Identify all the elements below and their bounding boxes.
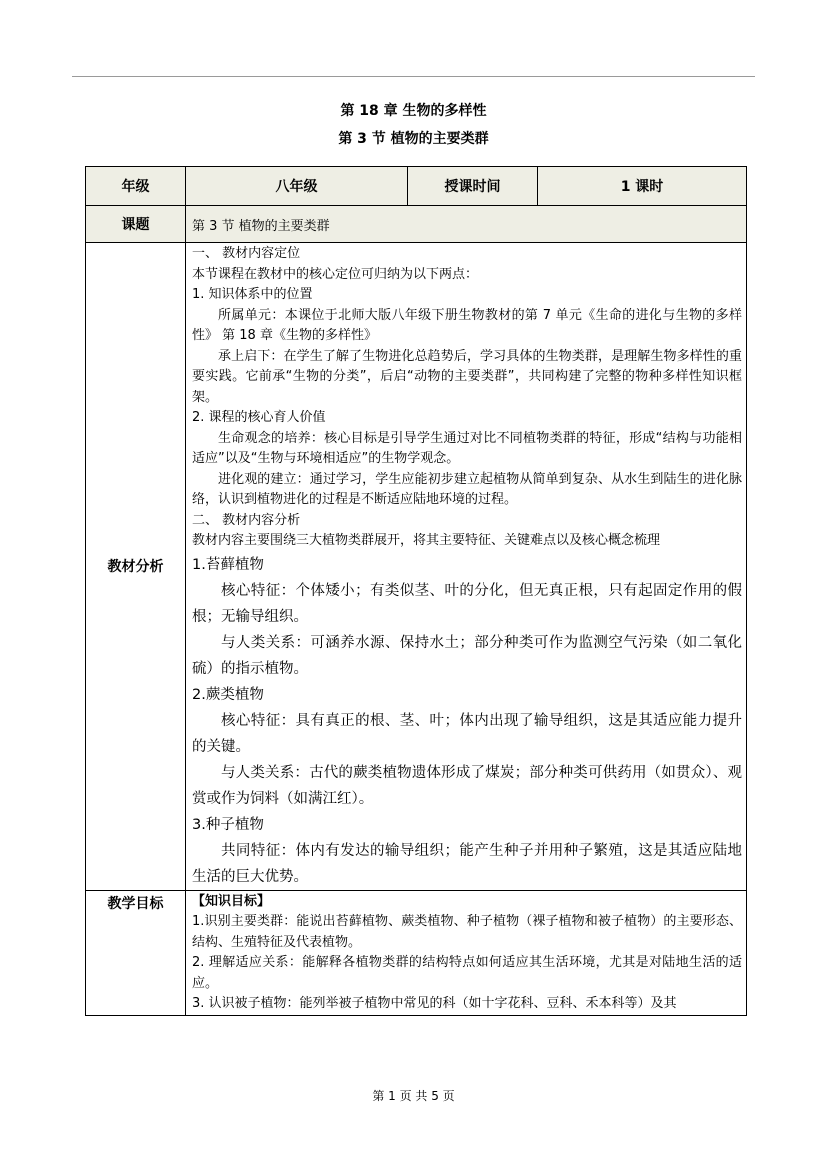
analysis-intro-2: 教材内容主要围绕三大植物类群展开，将其主要特征、关键难点以及核心概念梳理 — [192, 533, 661, 548]
goals-content — [186, 890, 747, 1015]
analysis-heading-2: 二、 教材内容分析 — [192, 512, 301, 528]
moss-para-2: 与人类关系：可涵养水源、保持水土；部分种类可作为监测空气污染（如二氧化硫）的指示植物。 — [192, 634, 742, 677]
topic-value: 第 3 节 植物的主要类群 — [186, 206, 747, 243]
goal-3: 3. 认识被子植物：能列举被子植物中常见的科（如十字花科、豆科、禾本科等）及其 — [192, 996, 677, 1011]
section-2-para-1: 生命观念的培养：核心目标是引导学生通过对比不同植物类群的特征，形成“结构与功能相适应”以及“生物与环境相适应”的生物学观念。 — [192, 430, 742, 466]
analysis-label: 教材分析 — [86, 243, 186, 891]
lesson-plan-table — [85, 166, 747, 1016]
goals-label: 教学目标 — [86, 890, 186, 1015]
chapter-title: 第 18 章 生物的多样性 — [340, 103, 487, 119]
section-1-title: 1. 知识体系中的位置 — [192, 287, 313, 302]
goal-1: 1.识别主要类群：能说出苔藓植物、蕨类植物、种子植物（裸子植物和被子植物）的主要形态、结构、生殖特征及代表植物。 — [192, 914, 742, 950]
analysis-content — [186, 243, 747, 891]
moss-title: 1.苔藓植物 — [192, 556, 264, 573]
analysis-heading-1: 一、 教材内容定位 — [192, 246, 301, 261]
grade-label: 年级 — [86, 167, 186, 206]
goals-row — [86, 890, 747, 1015]
section-2-title: 2. 课程的核心育人价值 — [192, 410, 326, 425]
topic-row — [86, 206, 747, 243]
fern-title: 2.蕨类植物 — [192, 686, 264, 703]
goal-2: 2. 理解适应关系：能解释各植物类群的结构特点如何适应其生活环境，尤其是对陆地生活的适应。 — [192, 955, 742, 991]
header-row — [86, 167, 747, 206]
grade-value: 八年级 — [186, 167, 408, 206]
moss-para-1: 核心特征：个体矮小；有类似茎、叶的分化，但无真正根，只有起固定作用的假根；无输导组织。 — [192, 582, 742, 625]
section-title: 第 3 节 植物的主要类群 — [338, 131, 489, 147]
analysis-row — [86, 243, 747, 891]
knowledge-goal-title: 【知识目标】 — [192, 893, 271, 909]
section-1-para-2: 承上启下：在学生了解了生物进化总趋势后，学习具体的生物类群，是理解生物多样性的重要实践。它前承“生物的分类”，后启“动物的主要类群”，共同构建了完整的物种多样性知识框架。 — [192, 348, 742, 405]
seed-para-1: 共同特征：体内有发达的输导组织；能产生种子并用种子繁殖，这是其适应陆地生活的巨大优势。 — [192, 842, 742, 885]
time-label: 授课时间 — [408, 167, 538, 206]
page-footer: 第 1 页 共 5 页 — [372, 1089, 455, 1103]
time-value: 1 课时 — [538, 167, 747, 206]
section-2-para-2: 进化观的建立：通过学习，学生应能初步建立起植物从简单到复杂、从水生到陆生的进化脉络，认识到植物进化的过程是不断适应陆地环境的过程。 — [192, 471, 742, 507]
topic-label: 课题 — [86, 206, 186, 243]
fern-para-1: 核心特征：具有真正的根、茎、叶；体内出现了输导组织，这是其适应能力提升的关键。 — [192, 712, 742, 755]
section-1-para-1: 所属单元：本课位于北师大版八年级下册生物教材的第 7 单元《生命的进化与生物的多样性》 第 18 章《生物的多样性》 — [192, 307, 742, 343]
header-rule — [72, 76, 755, 77]
seed-title: 3.种子植物 — [192, 816, 264, 833]
analysis-intro: 本节课程在教材中的核心定位可归纳为以下两点： — [192, 266, 479, 282]
fern-para-2: 与人类关系：古代的蕨类植物遗体形成了煤炭；部分种类可供药用（如贯众）、观赏或作为饲料（如满江红）。 — [192, 764, 742, 807]
